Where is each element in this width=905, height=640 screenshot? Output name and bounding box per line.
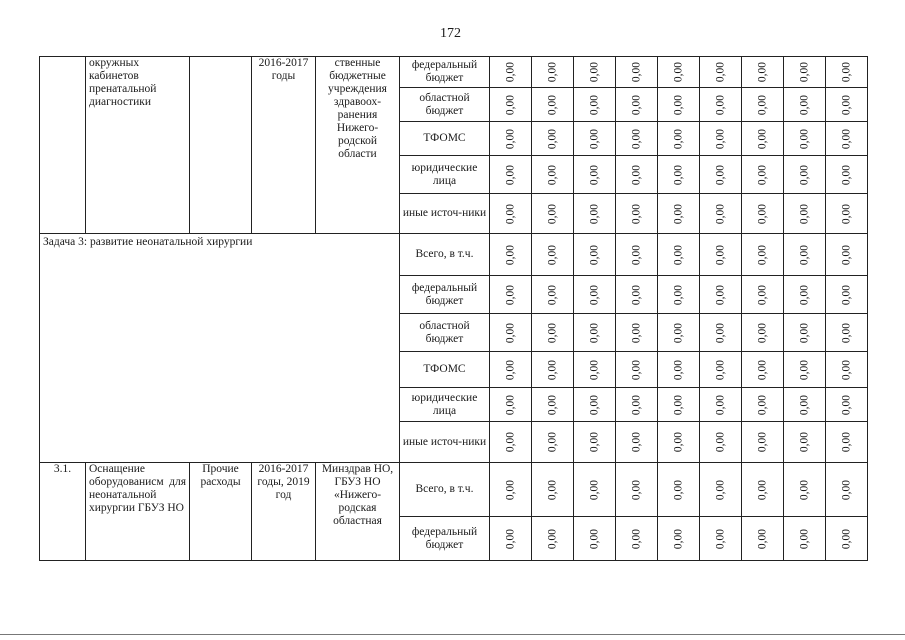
value-cell: 0,00 (714, 528, 726, 549)
value-cell: 0,00 (672, 128, 684, 149)
executor: ственные бюджетные учреждения здравоох-ранения Нижего-родской области (316, 57, 400, 234)
source-label: областной бюджет (400, 314, 490, 352)
value-cell: 0,00 (672, 284, 684, 305)
value-cell: 0,00 (840, 431, 852, 453)
value-cell: 0,00 (840, 61, 852, 83)
value-cell: 0,00 (672, 359, 684, 380)
value-cell: 0,00 (840, 203, 852, 224)
period: 2016-2017 годы (252, 57, 316, 234)
value-cell: 0,00 (588, 94, 600, 115)
value-cell: 0,00 (546, 94, 558, 115)
value-cell: 0,00 (756, 61, 768, 83)
value-cell: 0,00 (588, 431, 600, 453)
task-heading: Задача 3: развитие неонатальной хирургии (40, 234, 400, 463)
source-label: ТФОМС (400, 352, 490, 388)
value-cell: 0,00 (714, 359, 726, 380)
value-cell: 0,00 (546, 128, 558, 149)
value-cell: 0,00 (840, 94, 852, 115)
value-cell: 0,00 (546, 164, 558, 185)
source-label: федеральный бюджет (400, 57, 490, 88)
value-cell: 0,00 (714, 244, 726, 265)
value-cell: 0,00 (588, 164, 600, 185)
measure-name: окружных кабинетов пренатальной диагностики (86, 57, 190, 234)
value-cell: 0,00 (672, 322, 684, 343)
value-cell: 0,00 (504, 394, 516, 415)
value-cell: 0,00 (798, 244, 810, 265)
value-cell: 0,00 (798, 94, 810, 115)
table-row (40, 57, 868, 88)
value-cell: 0,00 (630, 359, 642, 380)
value-cell: 0,00 (588, 394, 600, 415)
value-cell: 0,00 (840, 394, 852, 415)
value-cell: 0,00 (798, 479, 810, 500)
value-cell: 0,00 (630, 479, 642, 500)
value-cell: 0,00 (504, 94, 516, 115)
value-cell: 0,00 (756, 359, 768, 380)
value-cell: 0,00 (504, 164, 516, 185)
period: 2016-2017 годы, 2019 год (252, 463, 316, 561)
scan-edge-line (0, 634, 905, 635)
measure-name: Оснащение оборудованисм для неонатальной хирургии ГБУЗ НО (86, 463, 190, 561)
value-cell: 0,00 (756, 128, 768, 149)
source-label: иные источ-ники (400, 422, 490, 463)
source-label: юридические лица (400, 156, 490, 194)
value-cell: 0,00 (504, 359, 516, 380)
value-cell: 0,00 (714, 322, 726, 343)
value-cell: 0,00 (504, 203, 516, 224)
value-cell: 0,00 (504, 322, 516, 343)
value-cell: 0,00 (588, 479, 600, 500)
value-cell: 0,00 (546, 322, 558, 343)
value-cell: 0,00 (504, 244, 516, 265)
value-cell: 0,00 (672, 528, 684, 549)
value-cell: 0,00 (588, 203, 600, 224)
source-label: ТФОМС (400, 122, 490, 156)
value-cell: 0,00 (714, 431, 726, 453)
value-cell: 0,00 (798, 322, 810, 343)
value-cell: 0,00 (588, 128, 600, 149)
value-cell: 0,00 (840, 359, 852, 380)
value-cell: 0,00 (630, 203, 642, 224)
value-cell: 0,00 (504, 479, 516, 500)
value-cell: 0,00 (714, 128, 726, 149)
value-cell: 0,00 (630, 431, 642, 453)
value-cell: 0,00 (840, 244, 852, 265)
value-cell: 0,00 (840, 128, 852, 149)
num-cell (40, 57, 86, 234)
value-cell: 0,00 (546, 244, 558, 265)
table-row (40, 234, 868, 276)
value-cell: 0,00 (546, 203, 558, 224)
value-cell: 0,00 (756, 203, 768, 224)
value-cell: 0,00 (672, 431, 684, 453)
value-cell: 0,00 (546, 61, 558, 83)
value-cell: 0,00 (588, 359, 600, 380)
value-cell: 0,00 (588, 61, 600, 83)
source-label: областной бюджет (400, 88, 490, 122)
value-cell: 0,00 (798, 528, 810, 549)
value-cell: 0,00 (546, 479, 558, 500)
value-cell: 0,00 (756, 244, 768, 265)
value-cell: 0,00 (588, 322, 600, 343)
source-label: федеральный бюджет (400, 517, 490, 561)
value-cell: 0,00 (630, 94, 642, 115)
value-cell: 0,00 (588, 244, 600, 265)
value-cell: 0,00 (630, 61, 642, 83)
source-label: федеральный бюджет (400, 276, 490, 314)
value-cell: 0,00 (504, 431, 516, 453)
value-cell: 0,00 (714, 164, 726, 185)
value-cell: 0,00 (546, 528, 558, 549)
value-cell: 0,00 (840, 479, 852, 500)
value-cell: 0,00 (672, 164, 684, 185)
value-cell: 0,00 (840, 284, 852, 305)
value-cell: 0,00 (756, 394, 768, 415)
value-cell: 0,00 (714, 479, 726, 500)
value-cell: 0,00 (798, 61, 810, 83)
value-cell: 0,00 (588, 528, 600, 549)
value-cell: 0,00 (756, 528, 768, 549)
expense-type: Прочие расходы (190, 463, 252, 561)
value-cell: 0,00 (588, 284, 600, 305)
value-cell: 0,00 (630, 244, 642, 265)
row-number: 3.1. (40, 463, 86, 561)
source-label: Всего, в т.ч. (400, 463, 490, 517)
source-label: Всего, в т.ч. (400, 234, 490, 276)
value-cell: 0,00 (714, 284, 726, 305)
value-cell: 0,00 (756, 431, 768, 453)
value-cell: 0,00 (672, 61, 684, 83)
value-cell: 0,00 (672, 479, 684, 500)
value-cell: 0,00 (714, 61, 726, 83)
value-cell: 0,00 (798, 203, 810, 224)
value-cell: 0,00 (504, 528, 516, 549)
value-cell: 0,00 (714, 203, 726, 224)
executor: Минздрав НО, ГБУЗ НО «Нижего-родская областная (316, 463, 400, 561)
value-cell: 0,00 (798, 128, 810, 149)
source-label: иные источ-ники (400, 194, 490, 234)
value-cell: 0,00 (756, 94, 768, 115)
value-cell: 0,00 (546, 284, 558, 305)
value-cell: 0,00 (630, 394, 642, 415)
value-cell: 0,00 (798, 164, 810, 185)
value-cell: 0,00 (672, 394, 684, 415)
value-cell: 0,00 (504, 128, 516, 149)
expense-type (190, 57, 252, 234)
source-label: юридические лица (400, 388, 490, 422)
value-cell: 0,00 (546, 431, 558, 453)
value-cell: 0,00 (756, 479, 768, 500)
value-cell: 0,00 (546, 394, 558, 415)
value-cell: 0,00 (840, 322, 852, 343)
value-cell: 0,00 (546, 359, 558, 380)
value-cell: 0,00 (630, 322, 642, 343)
value-cell: 0,00 (840, 528, 852, 549)
funding-table (39, 56, 868, 561)
value-cell: 0,00 (672, 244, 684, 265)
value-cell: 0,00 (798, 284, 810, 305)
table-row (40, 463, 868, 517)
value-cell: 0,00 (630, 164, 642, 185)
value-cell: 0,00 (630, 528, 642, 549)
value-cell: 0,00 (756, 284, 768, 305)
value-cell: 0,00 (672, 94, 684, 115)
value-cell: 0,00 (840, 164, 852, 185)
value-cell: 0,00 (630, 128, 642, 149)
value-cell: 0,00 (798, 394, 810, 415)
value-cell: 0,00 (504, 61, 516, 83)
value-cell: 0,00 (756, 164, 768, 185)
value-cell: 0,00 (672, 203, 684, 224)
value-cell: 0,00 (798, 431, 810, 453)
value-cell: 0,00 (714, 394, 726, 415)
value-cell: 0,00 (630, 284, 642, 305)
value-cell: 0,00 (714, 94, 726, 115)
value-cell: 0,00 (504, 284, 516, 305)
value-cell: 0,00 (798, 359, 810, 380)
value-cell: 0,00 (756, 322, 768, 343)
page-number: 172 (440, 26, 461, 41)
